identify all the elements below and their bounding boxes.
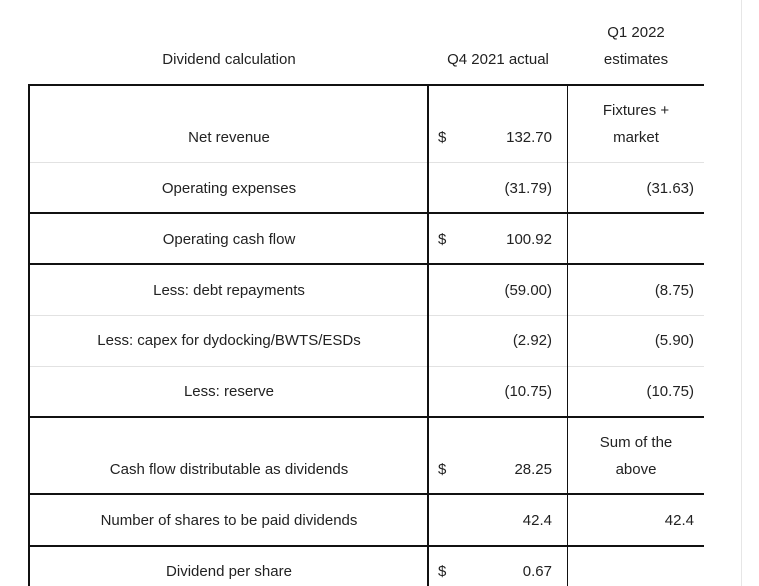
row-label: Less: reserve bbox=[183, 383, 275, 400]
row-label: Less: debt repayments bbox=[153, 282, 305, 299]
q1-value: (5.90) bbox=[654, 332, 694, 349]
q1-value: (8.75) bbox=[654, 282, 694, 299]
currency-symbol: $ bbox=[438, 461, 447, 478]
row-separator bbox=[30, 84, 704, 86]
row-label: Number of shares to be paid dividends bbox=[100, 512, 358, 529]
q4-value: 100.92 bbox=[506, 231, 552, 248]
row-label: Net revenue bbox=[188, 129, 270, 146]
row-separator bbox=[30, 212, 704, 214]
currency-symbol: $ bbox=[438, 231, 447, 248]
row-label: Cash flow distributable as dividends bbox=[109, 461, 349, 478]
row-label: Less: capex for dydocking/BWTS/ESDs bbox=[97, 332, 361, 349]
q4-value: 0.67 bbox=[522, 563, 552, 580]
row-separator bbox=[30, 162, 704, 163]
q1-value: (10.75) bbox=[646, 383, 694, 400]
row-label: Dividend per share bbox=[166, 563, 292, 580]
currency-symbol: $ bbox=[438, 129, 447, 146]
row-separator bbox=[30, 545, 704, 547]
row-label: Operating cash flow bbox=[162, 231, 296, 248]
row-separator bbox=[30, 315, 704, 316]
row-separator bbox=[30, 493, 704, 495]
row-label: Operating expenses bbox=[161, 180, 297, 197]
currency-symbol: $ bbox=[438, 563, 447, 580]
q4-value: 132.70 bbox=[506, 129, 552, 146]
q1-note: above bbox=[615, 461, 657, 478]
q4-value: (59.00) bbox=[504, 282, 552, 299]
q1-value: (31.63) bbox=[646, 180, 694, 197]
q4-value: (10.75) bbox=[504, 383, 552, 400]
row-separator bbox=[30, 263, 704, 265]
row-separator bbox=[30, 416, 704, 418]
q1-note: Fixtures + bbox=[602, 102, 670, 119]
header-estimates: estimates bbox=[603, 51, 669, 68]
q1-value: 42.4 bbox=[664, 512, 694, 529]
header-dividend-calculation: Dividend calculation bbox=[162, 51, 296, 68]
q4-value: (31.79) bbox=[504, 180, 552, 197]
row-separator bbox=[30, 366, 704, 367]
vertical-scrollbar[interactable] bbox=[741, 0, 759, 586]
q1-note: market bbox=[613, 129, 659, 146]
header-q4-2021-actual: Q4 2021 actual bbox=[447, 51, 549, 68]
header-q1-2022: Q1 2022 bbox=[607, 24, 665, 41]
q4-value: (2.92) bbox=[512, 332, 552, 349]
q1-note: Sum of the bbox=[599, 434, 673, 451]
q4-value: 28.25 bbox=[514, 461, 552, 478]
q4-value: 42.4 bbox=[522, 512, 552, 529]
